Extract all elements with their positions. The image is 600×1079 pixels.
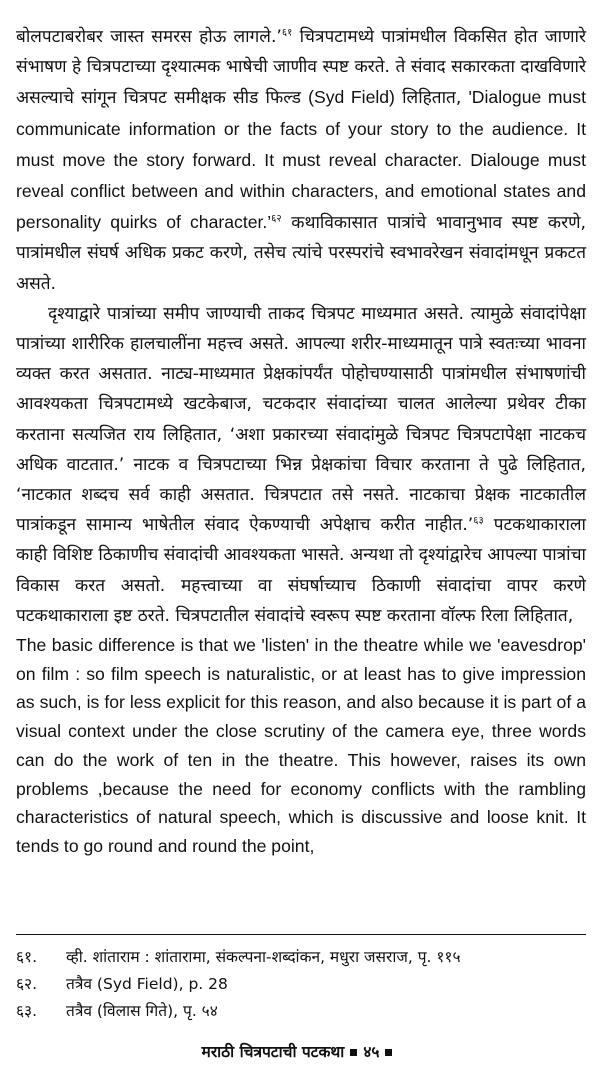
square-bullet-icon xyxy=(350,1049,357,1056)
footnote-ref-63[interactable]: ६३ xyxy=(473,515,484,527)
footnote-ref-61[interactable]: ६१ xyxy=(281,27,293,39)
footnote-number: ६३. xyxy=(16,1002,38,1020)
page-footer xyxy=(0,1040,600,1062)
para1-text-3: लिहितात, xyxy=(394,88,469,109)
wolf-rilla-quote: The basic difference is that we 'listen' in the theatre while we 'eavesdrop' on film : so film speech is naturalistic, or at least has to give impression as such, is for less explicit for this reason, and also because it is part of a visual context under the close scrutiny of the camera eye, three words can do the work of ten in the theatre. This however, raises its own problems ,because the need for economy conflicts with the rambling characteristics of natural speech, which is discussive and loose knit. It tends to go round and round the point, xyxy=(16,635,586,856)
footnotes xyxy=(16,944,586,1025)
footnote-divider xyxy=(16,934,586,935)
footnote-ref-62[interactable]: ६२ xyxy=(271,213,282,225)
footnote-number: ६१. xyxy=(16,948,38,966)
footnote-text: व्ही. शांताराम : शांतारामा, संकल्पना-शब्दांकन, मधुरा जसराज, पृ. ११५ xyxy=(66,948,461,966)
para1-text-2: चित्रपटामध्ये पात्रांमधील विकसित होत जाणारे संभाषण हे चित्रपटाच्या दृश्यात्मक भाषेची जाणीव स्पष्ट करते. ते संवाद सकारकता दाखविणारे असल्याचे सांगून चित्रपट समीक्षक सीड फिल्ड xyxy=(16,27,586,109)
running-title: मराठी चित्रपटाची पटकथा xyxy=(201,1043,345,1061)
syd-field-name: (Syd Field) xyxy=(308,87,395,108)
para2-text-2: पटकथाकाराला काही विशिष्ट ठिकाणीच संवादांची आवश्यकता भासते. अन्यथा तो दृश्यांद्वारेच आपल्या पात्रांचा विकास करत असतो. महत्त्वाच्या वा संघर्षाच्याच ठिकाणी संवादांचा वापर करणे पटकथाकाराला इष्ट ठरते. चित्रपटातील संवादांचे स्वरूप स्पष्ट करताना वॉल्फ रिला लिहितात, xyxy=(16,515,586,626)
square-bullet-icon xyxy=(385,1049,392,1056)
para1-text-4: कथाविकासात पात्रांचे भावानुभाव स्पष्ट करणे, पात्रांमधील संघर्ष अधिक प्रकट करणे, तसेच त्यांचे परस्परांचे स्वभावरेखन संवादांमधून प्रकटत असते. xyxy=(16,213,586,294)
page-number: ४५ xyxy=(363,1043,380,1061)
footnote-63 xyxy=(16,998,586,1025)
footnote-number: ६२. xyxy=(16,975,38,993)
footnote-text: तत्रैव (विलास गिते), पृ. ५४ xyxy=(66,1002,218,1020)
paragraph-2 xyxy=(16,299,586,631)
para2-text-1: दृश्याद्वारे पात्रांच्या समीप जाण्याची ताकद चित्रपट माध्यमात असते. त्यामुळे संवादांपेक्षा पात्रांच्या शारीरिक हालचालींना महत्त्व असते. आपल्या शरीर-माध्यमातून पात्रे स्वतःच्या भावना व्यक्त करत असतात. नाट्य-माध्यमात प्रेक्षकांपर्यंत पोहोचण्यासाठी पात्रांमधील संभाषणांची आवश्यकता चित्रपटामध्ये खटकेबाज, चटकदार संवादांच्या चालत आलेल्या प्रथेवर टीका करताना सत्यजित राय लिहितात, ‘अशा प्रकारच्या संवादांमुळे चित्रपट चित्रपटापेक्षा नाटकच अधिक वाटतात.’ नाटक व चित्रपटाच्या भिन्न प्रेक्षकांचा विचार करताना ते पुढे लिहितात, ‘नाटकात शब्दच सर्व काही असतात. चित्रपटात तसे नसते. नाटकाचा प्रेक्षक नाटकातील पात्रांकडून सामान्य भाषेतील संवाद ऐकण्याची अपेक्षाच करीत नाहीत.’ xyxy=(16,303,586,536)
syd-field-quote: 'Dialogue must communicate information or the facts of your story to the audience. It must move the story forward. It must reveal character. Dialouge must reveal conflict between and within characters, and emotional states and personality quirks of character.’ xyxy=(16,87,586,233)
footnote-62 xyxy=(16,971,586,998)
para1-text-1: बोलपटाबरोबर जास्त समरस होऊ लागले.’ xyxy=(16,27,282,47)
footnote-61 xyxy=(16,944,586,971)
footnote-text: तत्रैव (Syd Field), p. 28 xyxy=(66,975,228,993)
paragraph-1 xyxy=(16,22,586,299)
page-body xyxy=(16,22,586,861)
